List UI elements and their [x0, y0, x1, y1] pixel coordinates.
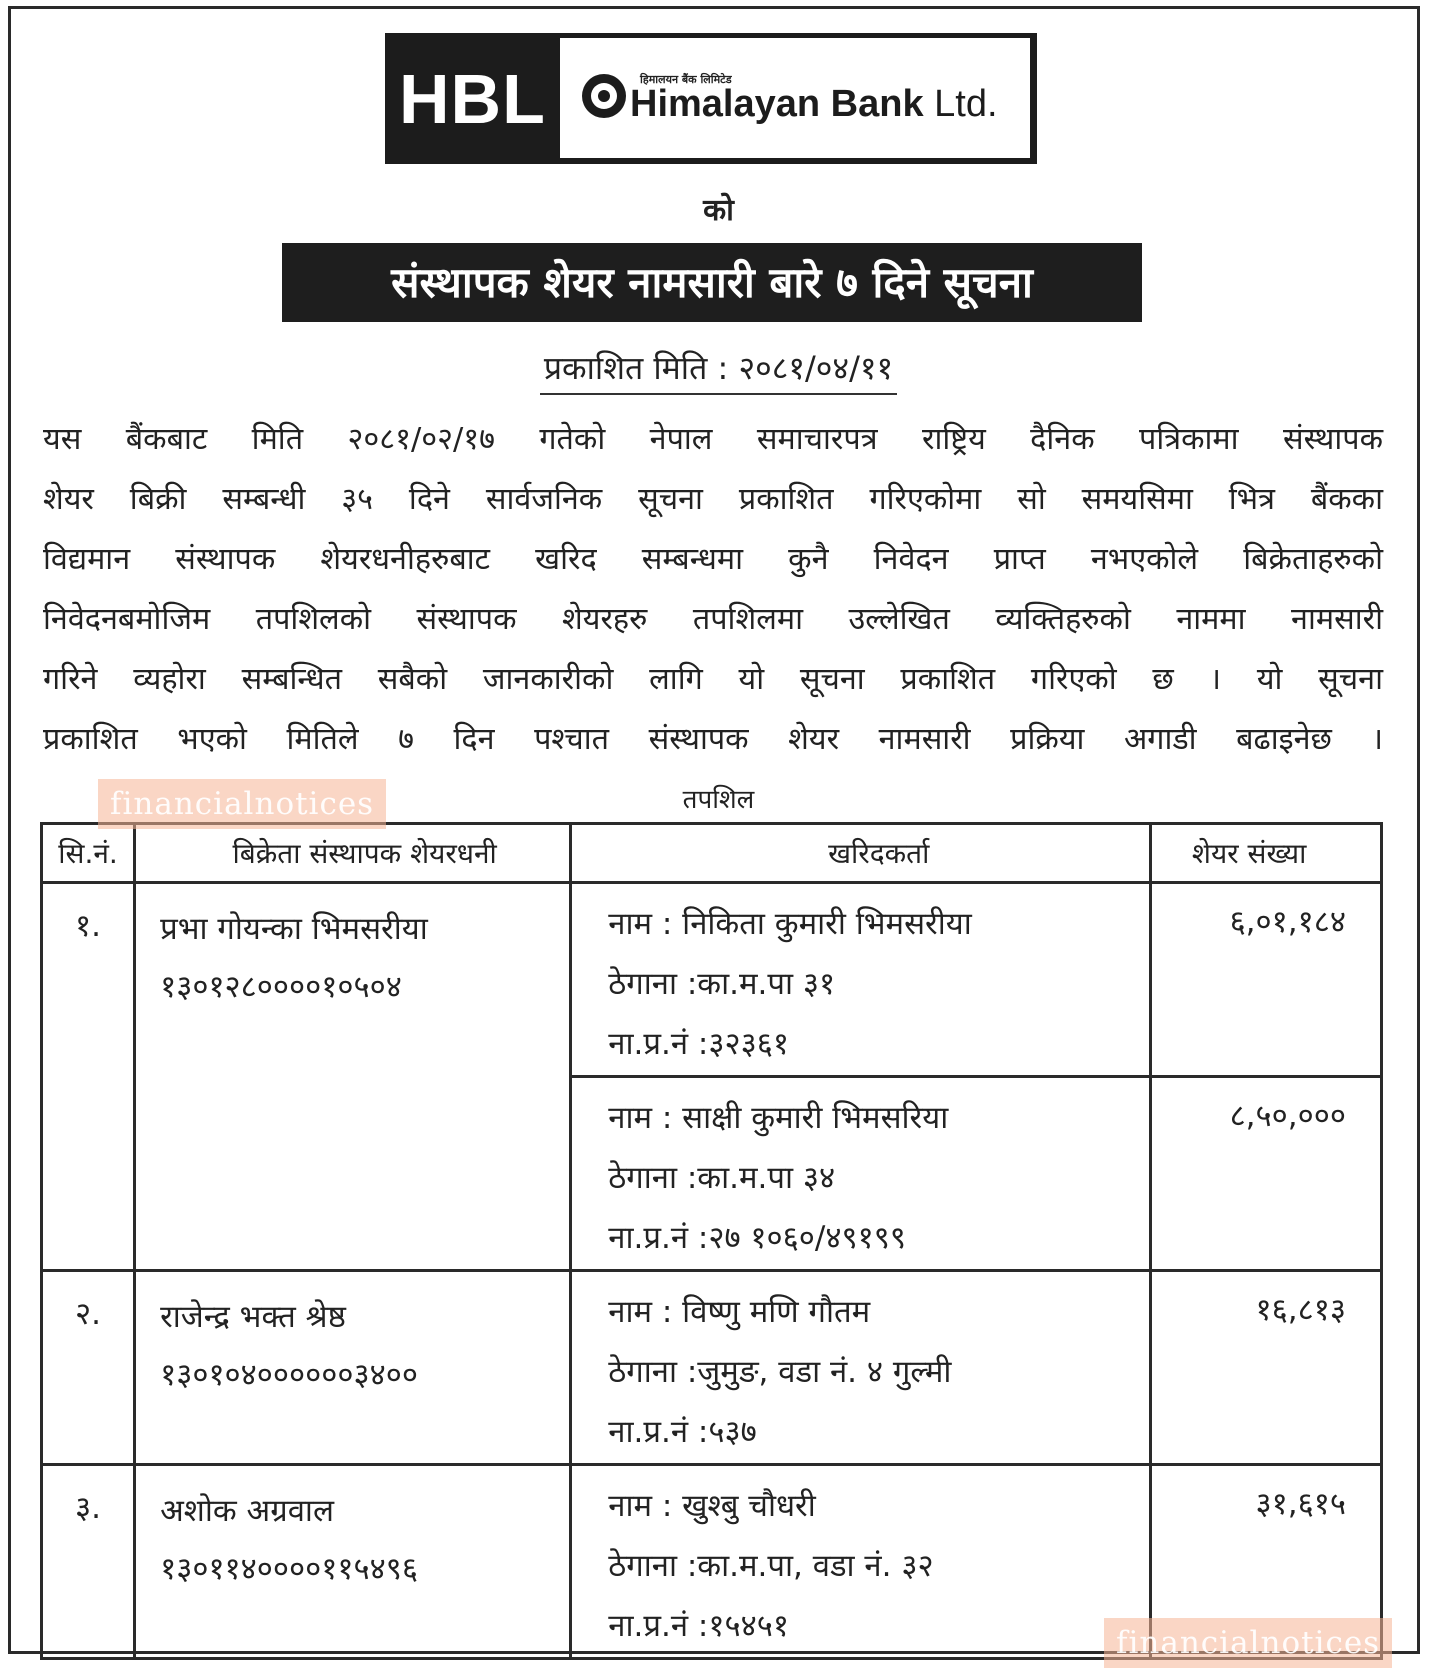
notice-title: संस्थापक शेयर नामसारी बारे ७ दिने सूचना [282, 243, 1142, 322]
share-count: ६,०१,१८४ [1151, 883, 1382, 1077]
buyer-address: ठेगाना :का.म.पा ३४ [608, 1160, 836, 1196]
hbl-logo [385, 33, 1037, 164]
seller-id: १३०१०४००००००३४०० [160, 1357, 418, 1393]
seller-cell [135, 1271, 571, 1465]
logo-abbreviation: HBL [399, 60, 546, 138]
share-count: ८,५०,००० [1151, 1077, 1382, 1271]
body-line: निवेदनबमोजिम तपशिलको संस्थापक शेयरहरु तपशिलमा उल्लेखित व्यक्तिहरुको नाममा नामसारी [43, 602, 1383, 637]
buyer-cell [571, 1465, 1151, 1659]
seller-cell [135, 1465, 571, 1659]
bank-emblem-icon [582, 74, 626, 118]
notice-body [43, 410, 1383, 770]
header-sn: सि.नं. [42, 824, 135, 883]
logo-bank-name: Himalayan Bank Ltd. [630, 83, 998, 125]
seller-id: १३०११४००००११५४९६ [160, 1551, 418, 1587]
watermark: financialnotices [98, 779, 386, 829]
table-row [42, 883, 1382, 1077]
published-date: प्रकाशित मिति : २०८१/०४/११ [0, 346, 1437, 389]
schedule-table [40, 822, 1383, 1660]
buyer-name: नाम : खुश्बु चौधरी [608, 1488, 816, 1524]
logo-nepali-name: हिमालयन बैंक लिमिटेड [640, 73, 732, 86]
buyer-name: नाम : साक्षी कुमारी भिमसरिया [608, 1100, 949, 1136]
buyer-citizenship: ना.प्र.नं :५३७ [608, 1414, 757, 1450]
body-line: विद्यमान संस्थापक शेयरधनीहरुबाट खरिद सम्बन्धमा कुनै निवेदन प्राप्त नभएकोले बिक्रेताहरुको [43, 542, 1383, 577]
buyer-citizenship: ना.प्र.नं :२७ १०६०/४९१९९ [608, 1220, 906, 1256]
buyer-citizenship: ना.प्र.नं :१५४५१ [608, 1608, 789, 1644]
body-line: गरिने व्यहोरा सम्बन्धित सबैको जानकारीको लागि यो सूचना प्रकाशित गरिएको छ । यो सूचना [43, 662, 1383, 697]
seller-id: १३०१२८००००१०५०४ [160, 969, 402, 1005]
seller-name: अशोक अग्रवाल [160, 1493, 334, 1529]
of-connector: को [703, 193, 734, 228]
body-line: प्रकाशित भएको मितिले ७ दिन पश्चात संस्थापक शेयर नामसारी प्रक्रिया अगाडी बढाइनेछ । [43, 722, 1383, 757]
table-row [42, 1271, 1382, 1465]
body-line: यस बैंकबाट मिति २०८१/०२/१७ गतेको नेपाल समाचारपत्र राष्ट्रिय दैनिक पत्रिकामा संस्थापक [43, 422, 1383, 457]
seller-name: राजेन्द्र भक्त श्रेष्ठ [160, 1299, 346, 1335]
buyer-cell [571, 1271, 1151, 1465]
body-line: शेयर बिक्री सम्बन्धी ३५ दिने सार्वजनिक सूचना प्रकाशित गरिएकोमा सो समयसिमा भित्र बैंकका [43, 482, 1383, 517]
buyer-citizenship: ना.प्र.नं :३२३६१ [608, 1026, 789, 1062]
buyer-address: ठेगाना :का.म.पा, वडा नं. ३२ [608, 1548, 934, 1584]
seller-cell [135, 883, 571, 1271]
buyer-name: नाम : विष्णु मणि गौतम [608, 1294, 871, 1330]
header-shares: शेयर संख्या [1151, 824, 1382, 883]
buyer-cell [571, 883, 1151, 1077]
seller-name: प्रभा गोयन्का भिमसरीया [160, 911, 428, 947]
row-sn: २. [42, 1271, 135, 1465]
row-sn: १. [42, 883, 135, 1271]
share-count: १६,८१३ [1151, 1271, 1382, 1465]
buyer-address: ठेगाना :का.म.पा ३१ [608, 966, 836, 1002]
schedule-label: तपशिल [682, 785, 755, 815]
table-header-row [42, 824, 1382, 883]
buyer-address: ठेगाना :जुमुङ, वडा नं. ४ गुल्मी [608, 1354, 952, 1390]
header-buyer: खरिदकर्ता [571, 824, 1151, 883]
share-count: ३१,६१५ [1151, 1465, 1382, 1659]
row-sn: ३. [42, 1465, 135, 1659]
header-seller: बिक्रेता संस्थापक शेयरधनी [135, 824, 571, 883]
watermark: financialnotices [1104, 1618, 1392, 1668]
logo-name-panel [560, 38, 1030, 158]
buyer-name: नाम : निकिता कुमारी भिमसरीया [608, 906, 972, 942]
buyer-cell [571, 1077, 1151, 1271]
